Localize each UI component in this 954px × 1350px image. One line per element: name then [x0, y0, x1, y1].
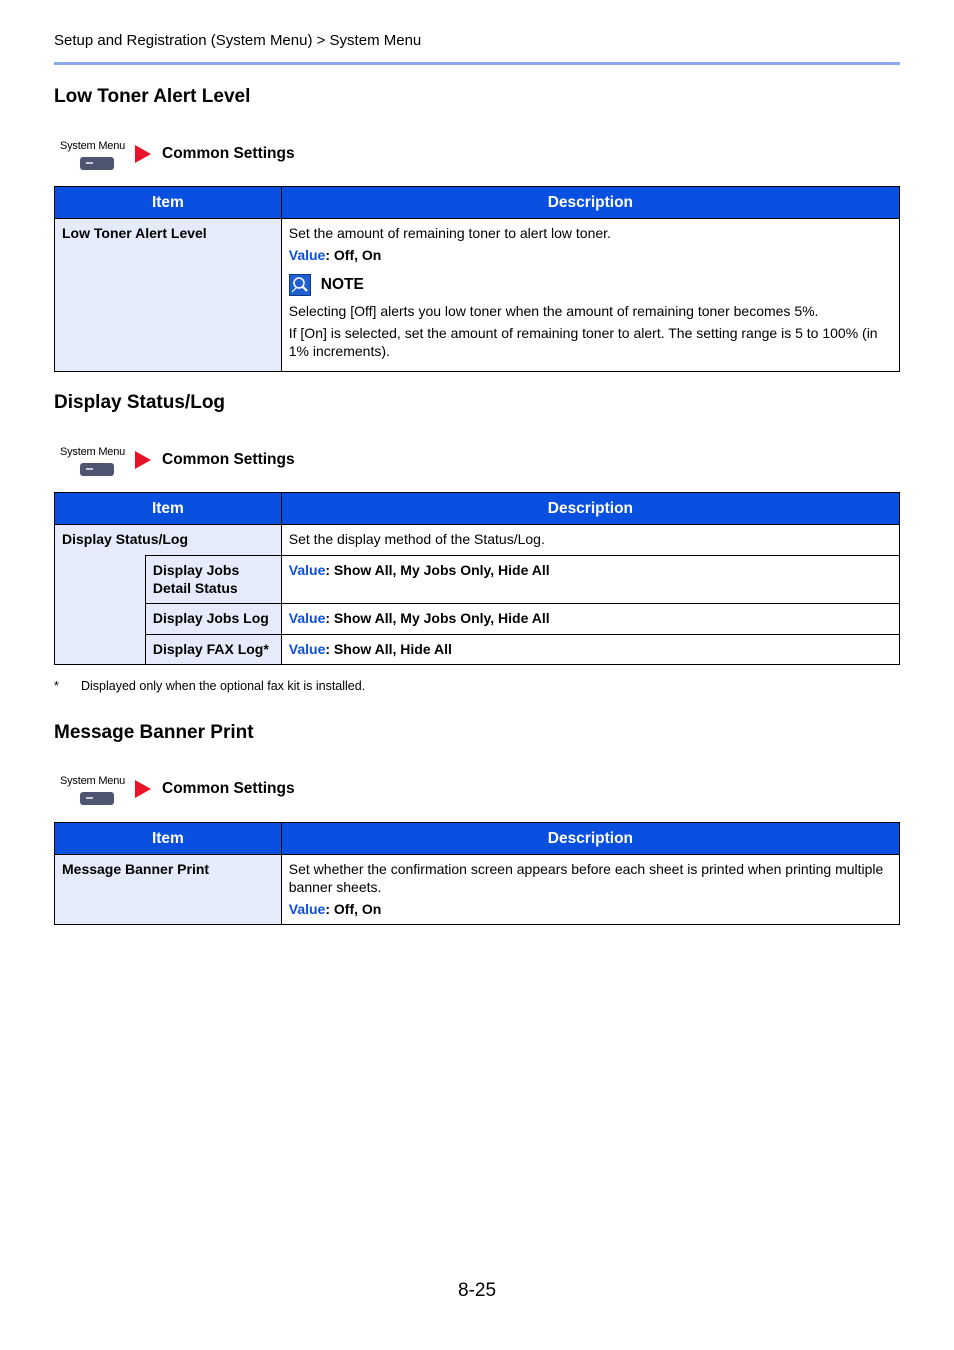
footnote — [54, 679, 365, 693]
system-menu-key-icon — [80, 463, 114, 476]
note-title: NOTE — [320, 276, 364, 293]
table-row — [55, 525, 900, 556]
table-row — [55, 219, 900, 372]
table-row — [55, 604, 900, 635]
column-header-description: Description — [281, 823, 899, 855]
section-heading-low-toner: Low Toner Alert Level — [54, 86, 251, 107]
value-line — [289, 246, 892, 264]
sub-row-description — [281, 635, 899, 665]
sub-row-item: Display FAX Log* — [145, 635, 281, 665]
footnote-text: Displayed only when the optional fax kit is installed. — [81, 679, 366, 693]
system-menu-label: System Menu — [60, 140, 126, 152]
value-options: : Show All, My Jobs Only, Hide All — [325, 562, 550, 578]
value-options: : Show All, My Jobs Only, Hide All — [325, 610, 550, 626]
value-label: Value — [288, 562, 326, 578]
column-header-description: Description — [281, 187, 899, 219]
row-description — [281, 219, 899, 372]
table-row — [55, 556, 900, 604]
arrow-right-icon — [135, 780, 151, 798]
nav-target: Common Settings — [162, 145, 295, 162]
row-item: Message Banner Print — [55, 855, 282, 925]
section-heading-display-status: Display Status/Log — [54, 392, 226, 413]
note-icon — [289, 274, 311, 296]
nav-target: Common Settings — [162, 780, 295, 797]
arrow-right-icon — [135, 145, 151, 163]
table-row — [55, 855, 900, 925]
value-label: Value — [288, 641, 326, 657]
column-header-item: Item — [55, 493, 282, 525]
description-text: Set the amount of remaining toner to alert low toner. — [288, 225, 611, 241]
row-item: Display Status/Log — [55, 525, 282, 556]
column-header-item: Item — [55, 187, 282, 219]
nav-target: Common Settings — [162, 451, 295, 468]
description-text: Set whether the confirmation screen appears before each sheet is printed when printing multiple banner sheets. — [288, 861, 884, 895]
message-banner-table — [54, 822, 900, 925]
value-label: Value — [288, 610, 326, 626]
sub-row-description — [281, 556, 899, 604]
note-header — [289, 274, 892, 296]
row-item: Low Toner Alert Level — [55, 219, 282, 372]
value-label: Value — [288, 901, 326, 917]
arrow-right-icon — [135, 451, 151, 469]
nav-path-message-banner — [58, 775, 358, 811]
value-line — [289, 900, 892, 918]
row-item-spacer — [55, 556, 146, 665]
sub-row-description — [281, 604, 899, 635]
column-header-item: Item — [55, 823, 282, 855]
system-menu-key-icon — [80, 157, 114, 170]
footnote-mark: * — [54, 679, 59, 693]
note-text: If [On] is selected, set the amount of remaining toner to alert. The setting range is 5 to 100% (in 1% increments). — [288, 325, 878, 359]
table-row — [55, 635, 900, 665]
section-heading-message-banner: Message Banner Print — [54, 722, 254, 743]
low-toner-table — [54, 186, 900, 372]
breadcrumb: Setup and Registration (System Menu) > System Menu — [54, 32, 422, 49]
value-options: : Off, On — [325, 901, 382, 917]
page-number: 8-25 — [458, 1280, 497, 1301]
row-description — [281, 855, 899, 925]
nav-path-display-status — [58, 446, 358, 482]
note-text: Selecting [Off] alerts you low toner when the amount of remaining toner becomes 5%. — [288, 303, 819, 319]
sub-row-item: Display Jobs Log — [145, 604, 281, 635]
row-description: Set the display method of the Status/Log. — [281, 525, 899, 556]
sub-row-item: Display Jobs Detail Status — [145, 556, 281, 604]
column-header-description: Description — [281, 493, 899, 525]
display-status-table — [54, 492, 900, 665]
value-label: Value — [288, 247, 326, 263]
system-menu-key-icon — [80, 792, 114, 805]
system-menu-label: System Menu — [60, 446, 126, 458]
value-options: : Show All, Hide All — [325, 641, 452, 657]
system-menu-label: System Menu — [60, 775, 126, 787]
header-rule — [54, 62, 900, 65]
nav-path-low-toner — [58, 140, 358, 176]
value-options: : Off, On — [325, 247, 382, 263]
